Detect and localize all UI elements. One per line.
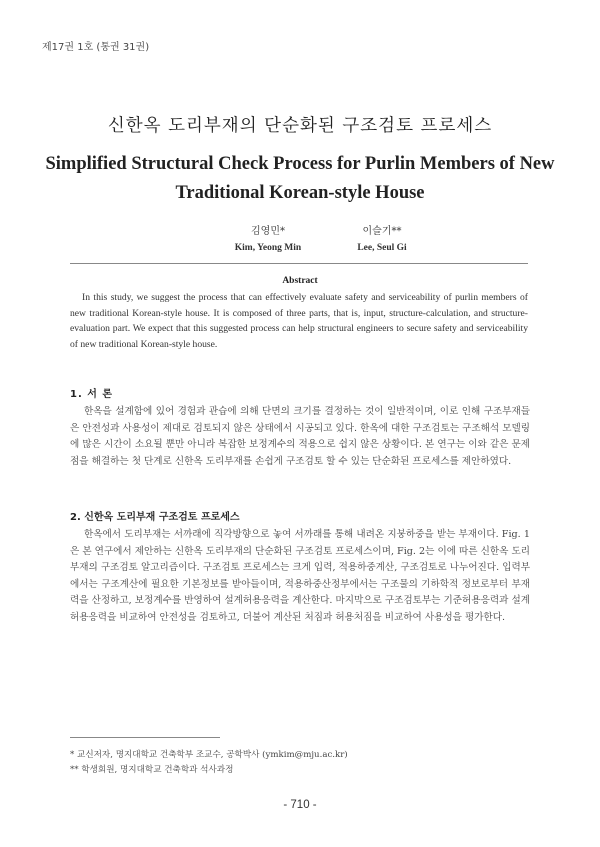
footnote-divider — [70, 737, 220, 738]
author-name-english: Kim, Yeong Min — [234, 243, 302, 253]
author-block — [282, 222, 482, 253]
section-body-introduction: 한옥을 설계함에 있어 경험과 관습에 의해 단면의 크기를 결정하는 것이 일반적이며, 이로 인해 구조부재들은 안전성과 사용성이 제대로 검토되지 않은 상태에서 시공되고 있다. 한옥에 대한 구조검토는 구조해석 모델링에 많은 시간이 소요될 뿐만 아니라 복잡한 보정계수의 적용으로 쉽지 않은 상황이다. 본 연구는 이와 같은 문제점을 해결하는 첫 단계로 신한옥 도리부재를 손쉽게 구조검토 할 수 있는 단순화된 프로세스를 제안하였다. — [70, 406, 530, 467]
section-heading-process: 2. 신한옥 도리부재 구조검토 프로세스 — [70, 512, 240, 523]
section-body-process: 한옥에서 도리부재는 서까래에 직각방향으로 놓여 서까래를 통해 내려온 지붕하중을 받는 부재이다. Fig. 1은 본 연구에서 제안하는 신한옥 도리부재의 단순화된 구조검토 프로세스이며, Fig. 2는 이에 따른 신한옥 도리부재의 구조검토 알고리즘이다. 구조검토 프로세스는 크게 입력, 적용하중계산, 구조검토로 나누어진다. 입력부에서는 구조계산에 필요한 기본정보를 받아들이며, 적용하중산정부에서는 구조물의 기하학적 정보로부터 부재력을 산정하고, 보정계수를 반영하여 설계허용응력을 계산한다. 마지막으로 구조검토부는 기준허용응력과 설계허용응력을 비교하여 안전성을 검토하고, 더불어 계산된 처짐과 허용처짐을 비교하여 사용성을 평가한다. — [70, 529, 530, 623]
section-heading-introduction: 1. 서 론 — [70, 389, 114, 400]
issue-info: 제17권 1호 (통권 31권) — [42, 42, 150, 53]
abstract-heading: Abstract — [282, 276, 318, 286]
author-name-korean: 김영민* — [251, 226, 285, 237]
author-name-english: Lee, Seul Gi — [357, 243, 407, 253]
title-korean: 신한옥 도리부재의 단순화된 구조검토 프로세스 — [107, 116, 493, 136]
title-english: Simplified Structural Check Process for Purlin Members of New Traditional Korean-style House — [45, 154, 555, 203]
footnote-student-member: ** 학생회원, 명지대학교 건축학과 석사과정 — [70, 765, 234, 775]
page-number: - 710 - — [283, 799, 317, 811]
abstract-divider — [70, 263, 528, 264]
footnote-corresponding-author: * 교신저자, 명지대학교 건축학부 조교수, 공학박사 (ymkim@mju.ac.kr) — [70, 750, 348, 760]
abstract-text: In this study, we suggest the process that can effectively evaluate safety and serviceability of purlin members of new traditional Korean-style house. It is composed of three parts, that is, input, structure-calculation, and structure-evaluation part. We expect that this suggested process can help structural engineers to secure safety and serviceability of new traditional Korean-style house. — [70, 292, 528, 350]
author-name-korean: 이슬기** — [362, 226, 402, 237]
